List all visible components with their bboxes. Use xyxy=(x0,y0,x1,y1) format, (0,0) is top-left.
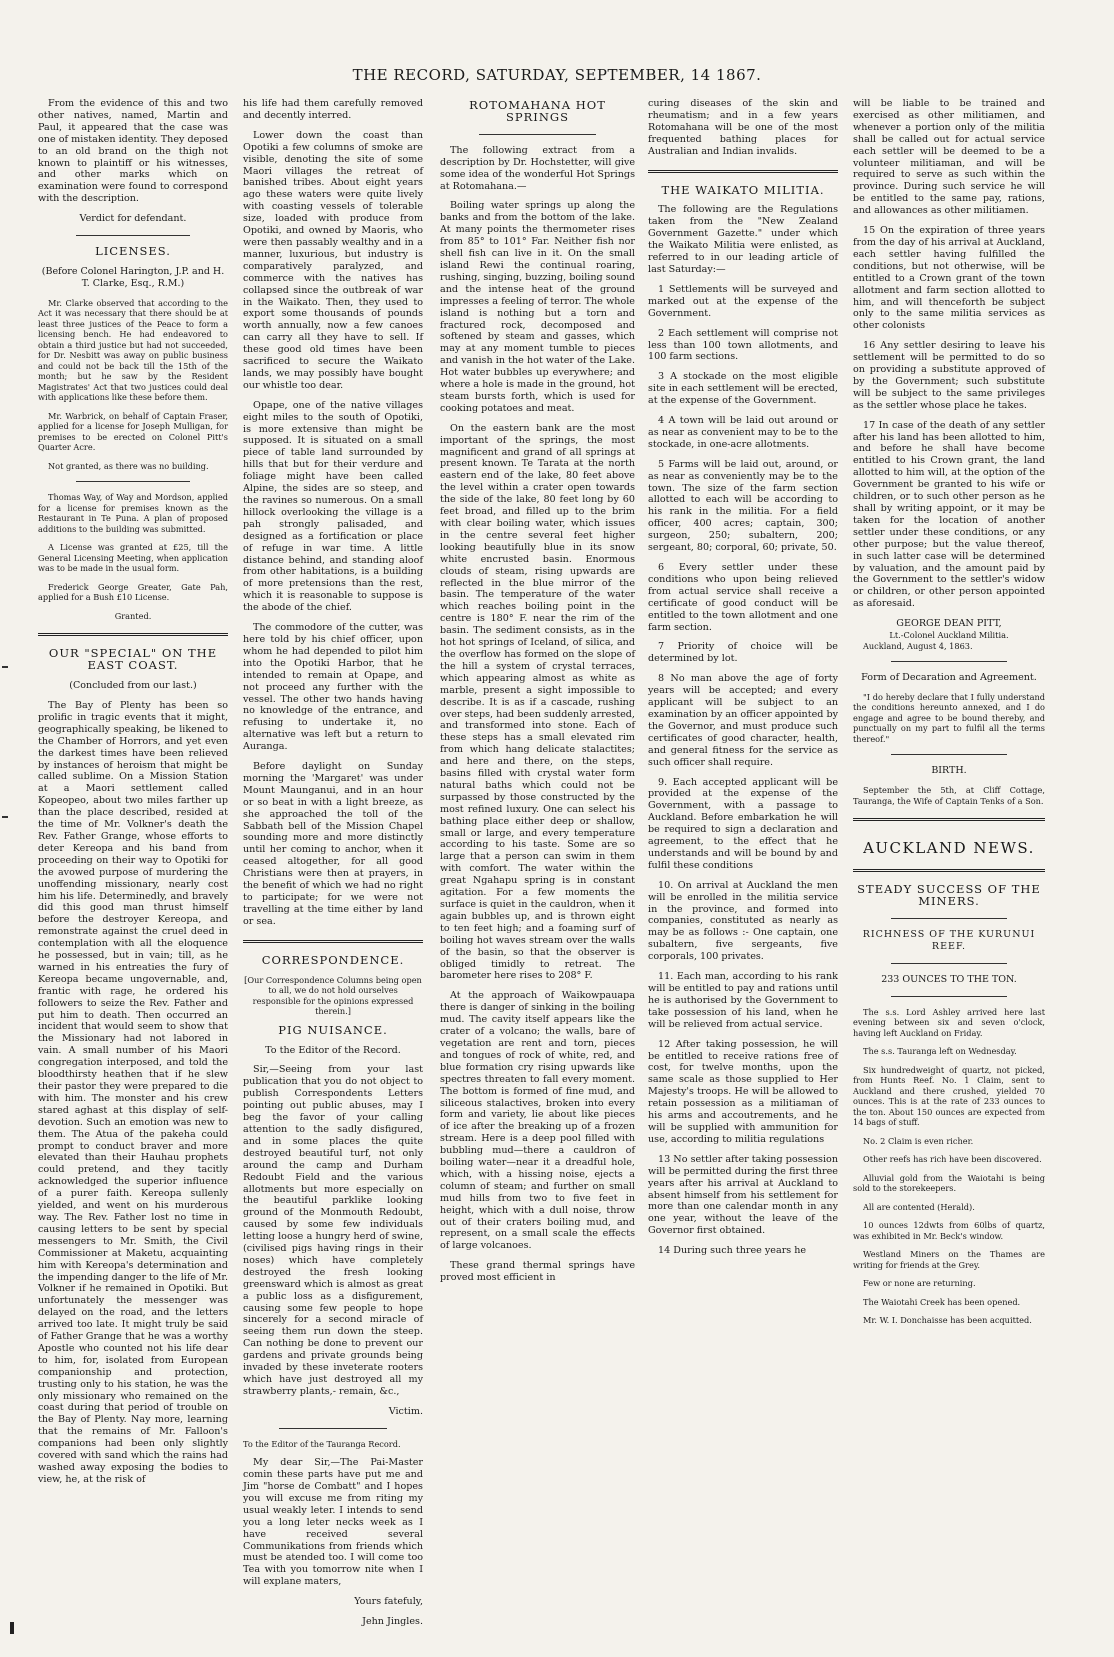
pig-nuisance-signature: Victim. xyxy=(388,1405,423,1417)
rotomahana-heading: ROTOMAHANA HOT SPRINGS xyxy=(469,98,606,124)
regulation-item: 15 On the expiration of three years from the day of his arrival at Auckland, each settler having fulfilled the conditions, but not otherwise, will be entitled to a Crown grant of the town allotment and farm section allotted to him, and will thenceforth be subject only to the same militia services as other colonists xyxy=(853,225,1045,332)
article-paragraph: his life had them carefully removed and decently interred. xyxy=(243,98,423,121)
article-paragraph: The commodore of the cutter, was here told by his chief officer, upon whom he had depended to pilot him into the Opotiki Harbor, that he intended to remain at Opape, and not proceed any further with the vessel. The other two hands having no knowledge of the entrance, and refusing to undertake it, no alternative was left but a return to Auranga. xyxy=(243,622,423,753)
regulation-item: 12 After taking possession, he will be entitled to receive rations free of cost, for twelve months, upon the same scale as those supplied to Her Majesty's troops. He will be allowed to retain possession as a militiaman of his arms and accoutrements, and he will be supplied with ammunition for use, according to militia regulations xyxy=(648,1038,838,1145)
licenses-paragraph: Mr. Warbrick, on behalf of Captain Fraser, applied for a license for Joseph Mulligan, for premises to be erected on Colonel Pitt's Quarter Acre. xyxy=(38,410,228,453)
article-paragraph: Before daylight on Sunday morning the 'Margaret' was under Mount Maunganui, and in an hour or so beat in with a light breeze, as she approached the toll of the Sabbath bell of the Mission Chapel sounding more and more distinctly until her coming to anchor, when it ceased altogether, for all good Christians were then at prayers, in the benefit of which we had no right to participate; for we were not travelling at the time either by land or sea. xyxy=(243,761,423,927)
divider xyxy=(891,918,1006,919)
signature-name: GEORGE DEAN PITT, xyxy=(896,618,1002,630)
divider xyxy=(891,754,1006,755)
news-item: Alluvial gold from the Waiotahi is being sold to the storekeepers. xyxy=(853,1172,1045,1194)
special-body: The Bay of Plenty has been so prolific in tragic events that it might, geographically speaking, be likened to the Chamber of Horrors, and yet even the darkest times have been relieved by instances of heroism that might be called sublime. On a Mission Station at a Maori settlement called Kopeopeo, about two miles farther up than the place described, resided at the time of Mr. Volkner's death the Rev. Father Grange, whose efforts to deter Kereopa and his band from proceeding on their way to Opotiki for the avowed purpose of murdering the unoffending missionary, nearly cost him his life. Determinedly, and bravely did this good man thrust himself before the destroyer Kereopa, and remonstrate against the cruel deed in contemplation with all the eloquence he possessed, but in vain; till, as he warned in his entreaties the fury of Kereopa became ungovernable, and, frantic with rage, he ordered his followers to seize the Rev. Father and put him to death. Then occurred an incident that would seem to show that the Missionary had not labored in vain. A small number of his Maori congregation interposed, and told the bloodthirsty heathen that if he slew their pastor they were prepared to die with him. The monster and his crew stared aghast at this display of self-devotion. Such an emotion was new to them. The Atua of the pakeha could prompt to conduct braver and more elevated than their Hauhau prophets could pretend, and they tacitly acknowledged the superior influence of a purer faith. Kereopa sullenly yielded, and went on his murderous way. The Rev. Father lost no time in causing letters to be sent by special messengers to Mr. Smith, the Civil Commissioner at Maketu, acquainting him with Kereopa's determination and the impending danger to the life of Mr. Volkner if he remained in Opotiki. But unfortunately the messenger was delayed on the road, and the letters arrived too late. It might truly be said of Father Grange that he was a worthy Apostle who counted not his life dear to him, for, isolated from European companionship and protection, trusting only to his station, he was the only missionary who remained on the coast during that period of trouble on the Bay of Plenty. Nay more, learning that the remains of Mr. Falloon's companions had been only slightly covered with sand which the rains had washed away exposing the bodies to view, he, at the risk of xyxy=(38,700,228,1485)
news-item: The s.s. Lord Ashley arrived here last evening between six and seven o'clock, having left Auckland on Friday. xyxy=(853,1006,1045,1038)
section-divider xyxy=(853,818,1045,821)
news-item: Westland Miners on the Thames are writing for friends at the Grey. xyxy=(853,1249,1045,1270)
article-paragraph: Opape, one of the native villages eight miles to the south of Opotiki, is more extensive than might be supposed. It is situated on a small piece of table land surrounded by hills that but for their verdure and foliage might have been called Alpine, the sides are so steep, and the ravines so numerous. On a small hillock overlooking the village is a pah strongly palisaded, and designed as a fortification or place of refuge in war time. A little distance behind, and standing aloof from other habitations, is a building of more pretensions than the rest, which it is reasonable to suppose is the abode of the chief. xyxy=(243,399,423,614)
regulation-item: 14 During such three years he xyxy=(658,1245,807,1257)
licenses-paragraph: Thomas Way, of Way and Mordson, applied for a license for premises known as the Restaurant in Te Puna. A plan of proposed additions to the building was submitted. xyxy=(38,492,228,534)
divider xyxy=(76,235,190,236)
correspondence-note: [Our Correspondence Columns being open to all, we do not hold ourselves responsible for the opinions expressed therein.] xyxy=(244,974,422,1017)
column-4 xyxy=(648,98,838,1265)
column-1 xyxy=(38,98,228,1494)
licenses-paragraph: Frederick George Greater, Gate Pah, applied for a Bush £10 License. xyxy=(38,581,228,603)
regulation-item: 10. On arrival at Auckland the men will be enrolled in the militia service in the province, and formed into companies, constituted as nearly as may be as follows :- One captain, one subaltern, five sergeants, five corporals, 100 privates. xyxy=(648,879,838,963)
special-heading: OUR "SPECIAL" ON THE EAST COAST. xyxy=(48,646,218,673)
divider xyxy=(279,1428,387,1429)
divider xyxy=(76,481,190,482)
regulation-item: 4 A town will be laid out around or as near as convenient may to be to the stockade, in one-acre allotments. xyxy=(648,415,838,450)
column-3 xyxy=(440,98,635,1292)
special-subheading: (Concluded from our last.) xyxy=(69,680,197,692)
section-divider xyxy=(648,170,838,173)
news-item: 10 ounces 12dwts from 60lbs of quartz, was exhibited in Mr. Beck's window. xyxy=(853,1220,1045,1241)
regulation-item: 13 No settler after taking possession will be permitted during the first three years after his arrival at Auckland to absent himself from his settlement for more than one calendar month in any one year, without the leave of the Governor first obtained. xyxy=(648,1153,838,1237)
news-item: No. 2 Claim is even richer. xyxy=(863,1135,974,1146)
rotomahana-paragraph: The following extract from a description by Dr. Hochstetter, will give some idea of the wonderful Hot Springs at Rotomahana.— xyxy=(440,144,635,192)
regulation-item: 8 No man above the age of forty years will be accepted; and every applicant will be subject to an examination by an officer appointed by the Governor, and must produce such certificates of good character, health, and general fitness for the service as such officer shall require. xyxy=(648,673,839,768)
column-5 xyxy=(853,98,1045,1334)
regulation-item: 6 Every settler under these conditions who upon being relieved from actual service shall receive a certificate of good conduct will be entitled to the town allotment and one farm section. xyxy=(648,562,838,633)
section-divider xyxy=(38,633,228,636)
news-item: All are contented (Herald). xyxy=(863,1201,975,1212)
news-item: Few or none are returning. xyxy=(863,1278,976,1289)
licenses-paragraph: A License was granted at £25, till the General Licensing Meeting, when application was to be made in the usual form. xyxy=(38,542,228,574)
jingles-body: My dear Sir,—The Pai-Master comin these parts have put me and Jim "horse de Combatt" and I hopes you will excuse me from riting my usual weakly leter. I intends to send you a long leter necks week as I have received several Communikations from friends which must be atended too. I will come too Tea with you tomorrow nite when I will explane maters, xyxy=(243,1457,423,1588)
divider xyxy=(891,996,1006,997)
auckland-news-heading: AUCKLAND NEWS. xyxy=(863,839,1035,858)
pig-nuisance-to: To the Editor of the Record. xyxy=(265,1044,401,1056)
news-item: Other reefs has rich have been discovered. xyxy=(863,1154,1042,1165)
margin-mark xyxy=(2,666,8,668)
licenses-heading: LICENSES. xyxy=(95,244,171,259)
rotomahana-paragraph: On the eastern bank are the most important of the springs, the most magnificent and grand of all springs at present known. Te Tarata at the north eastern end of the lake, 80 feet above the level within a crater open towards the side of the lake, 80 feet long by 60 feet broad, and filled up to the brim with clear boiling water, which issues in the centre several feet higher looking beautifully blue in its snow white encrusted basin. Enormous clouds of steam, rising upwards are reflected in the blue mirror of the basin. The temperature of the water which reaches boiling point in the centre is 180° F. near the rim of the basin. The sediment consists, as in the hot hot springs of Iceland, of silica, and the overflow has formed on the slope of the hill a system of crystal terraces, which appearing almost as white as marble, present a sight impossible to describe. It is as if a cascade, rushing over steps, had been suddenly arrested, and transformed into stone. Each of these steps has a small elevated rim from which hang delicate stalactites; and here and there, on the steps, basins filled with crystal water form natural baths which could not be surpassed by those constructed by the most refined luxury. One can select his bathing place either deep or shallow, small or large, and every temperature according to his taste. Some are so large that a person can swim in them with comfort. The water within the great Ngahapu spring is in constant agitation. For a few moments the surface is quiet in the cauldron, when it again bubbles up, and is thrown eight to ten feet high; and a foaming surf of boiling hot waves stream over the walls of the basin, so that the observer is obliged timidly to retreat. The barometer here rises to 208° F. xyxy=(440,422,635,982)
birth-heading: BIRTH. xyxy=(931,765,967,777)
militia-intro: The following are the Regulations taken from the "New Zealand Government Gazette." under which the Waikato Militia were enlisted, as referred to in our leading article of last Saturday:— xyxy=(648,204,838,275)
licenses-paragraph: Not granted, as there was no building. xyxy=(48,460,209,471)
regulation-item: 17 In case of the death of any settler after his land has been allotted to him, and before he shall have become entitled to his Crown grant, the land allotted to him will, at the option of the Government be granted to his wife or children, or to such other person as he shall by writing appoint, or it may be taken for the location of another settler under these conditions, or any other purpose; but the value thereof, in such latter case will be determined by valuation, and the amount paid by the Government to the settler's widow or children, or other person appointed as aforesaid. xyxy=(853,419,1045,610)
article-paragraph: Lower down the coast than Opotiki a few columns of smoke are visible, denoting the site of some Maori villages the retreat of banished tribes. About eight years ago these waters were quite lively with coasting vessels of tolerable size, loaded with produce from Opotiki, and owned by Maoris, who were then passably wealthy and in a manner, luxurious, but industry is comparatively paralyzed, and commerce with the natives has collapsed since the outbreak of war in the Waikato. Then, they used to export some thousands of pounds worth annually, now a few canoes can carry all they have to sell. If these good old times have been sacrificed to secure the Waikato lands, we may possibly have bought our whistle too dear. xyxy=(243,129,423,391)
rotomahana-paragraph: Boiling water springs up along the banks and from the bottom of the lake. At many points the thermometer rises from 85° to 101° Far. Neither fish nor shell fish can live in it. On the small island Rewi the continual roaring, rushing, singing, buzzing, boiling sound and the intense heat of the ground impresses a feeling of terror. The whole island is nothing but a torn and fractured rock, decomposed and softened by steam and gasses, which may at any moment tumble to pieces and vanish in the hot water of the Lake. Hot water bubbles up everywhere; and where a hole is made in the ground, hot steam bursts forth, which is used for cooking potatoes and meat. xyxy=(440,200,635,414)
regulation-item: 16 Any settler desiring to leave his settlement will be permitted to do so on providing a substitute approved of by the Government; such substitute will be subject to the same privileges as the settler whose place he takes. xyxy=(853,340,1045,411)
richness-heading: RICHNESS OF THE KURUNUI REEF. xyxy=(862,929,1036,952)
divider xyxy=(891,963,1006,964)
evidence-paragraph: From the evidence of this and two other natives, named, Martin and Paul, it appeared that the case was one of mistaken identity. They deposed to an old brand on the thigh not known to plaintiff or his witnesses, and other marks which on examination were found to correspond with the description. xyxy=(38,98,228,205)
news-item: The s.s. Tauranga left on Wednesday. xyxy=(863,1046,1017,1057)
news-item: Six hundredweight of quartz, not picked, from Hunts Reef. No. 1 Claim, sent to Auckland and there crushed, yielded 70 ounces. This is at the rate of 233 ounces to the ton. About 150 ounces are expected from 14 bags of stuff. xyxy=(853,1064,1045,1128)
rotomahana-paragraph: These grand thermal springs have proved most efficient in xyxy=(440,1260,635,1284)
rotomahana-continued: curing diseases of the skin and rheumatism; and in a few years Rotomahana will be one of the most frequented bathing places for Australian and Indian invalids. xyxy=(648,98,838,157)
jingles-signature: Jehn Jingles. xyxy=(362,1616,423,1628)
regulation-item: 1 Settlements will be surveyed and marked out at the expense of the Government. xyxy=(648,283,838,319)
form-text: "I do hereby declare that I fully understand the conditions hereunto annexed, and I do engage and agree to be bound thereby, and punctually on my part to fulfil all the terms thereof." xyxy=(853,691,1045,744)
news-item: Mr. W. I. Donchaisse has been acquitted. xyxy=(863,1315,1032,1326)
ounces-heading: 233 OUNCES TO THE TON. xyxy=(881,973,1017,985)
regulation-item: 9. Each accepted applicant will be provided at the expense of the Government, with a passage to Auckland. Before embarkation he will be required to sign a declaration and agreement, to the effect that he understands and will be bound by and fulfil these conditions xyxy=(648,776,838,871)
pig-nuisance-body: Sir,—Seeing from your last publication that you do not object to publish Correspondents Letters pointing out public abuses, may I beg the favor of your calling attention to the sadly disfigured, and in some places the quite destroyed beautiful turf, not only around the camp and Durham Redoubt Field and the various allotments but more especially on the beautiful parklike looking ground of the Monmouth Redoubt, caused by some few individuals letting loose a hungry herd of swine, (civilised pigs having rings in their noses) which have completely destroyed the fresh looking greensward which is almost as great a public loss as a disfigurement, causing some few people to hope sincerely for a second miracle of seeing them run down the steep. Can nothing be done to prevent our gardens and private grounds being invaded by these inveterate rooters which have just destroyed all my strawberry plants,- remain, &c., xyxy=(243,1064,423,1397)
regulation-item: 7 Priority of choice will be determined by lot. xyxy=(648,641,838,665)
steady-success-heading: STEADY SUCCESS OF THE MINERS. xyxy=(857,882,1041,909)
regulation-item: 3 A stockade on the most eligible site in each settlement will be erected, at the expense of the Government. xyxy=(648,371,838,407)
birth-text: September the 5th, at Cliff Cottage, Tauranga, the Wife of Captain Tenks of a Son. xyxy=(853,785,1045,806)
masthead: THE RECORD, SATURDAY, SEPTEMBER, 14 1867. xyxy=(352,66,762,84)
jingles-close: Yours fatefuly, xyxy=(354,1596,423,1608)
regulation-item: 5 Farms will be laid out, around, or as near as conveniently may be to the town. The size of the farm section allotted to each will be according to his rank in the militia. For a field officer, 400 acres; captain, 300; surgeon, 250; subaltern, 200; sergeant, 80; corporal, 60; private, 50. xyxy=(648,458,838,554)
verdict: Verdict for defendant. xyxy=(79,213,187,225)
licenses-paragraph: Granted. xyxy=(114,610,152,621)
section-divider xyxy=(853,869,1045,872)
regulation-item: 11. Each man, according to his rank will be entitled to pay and rations until he is authorised by the Government to take possession of his land, when he will be relieved from actual service. xyxy=(648,971,838,1030)
signature-date: Auckland, August 4, 1863. xyxy=(863,640,973,651)
divider xyxy=(891,661,1006,662)
divider xyxy=(479,134,596,135)
margin-mark xyxy=(2,816,8,818)
licenses-subheading: (Before Colonel Harington, J.P. and H. T. Clarke, Esq., R.M.) xyxy=(41,265,225,289)
militia-heading: THE WAIKATO MILITIA. xyxy=(661,182,825,197)
regulation-continued: will be liable to be trained and exercised as other militiamen, and whenever a portion only of the militia shall be called out for actual service each settler will be deemed to be a volunteer militiaman, and will be required to serve as such within the province. During such service he will be entitled to the same pay, rations, and allowances as other militiamen. xyxy=(853,98,1045,217)
regulation-item: 2 Each settlement will comprise not less than 100 town allotments, and 100 farm sections. xyxy=(648,327,838,363)
section-divider xyxy=(243,940,423,943)
rotomahana-paragraph: At the approach of Waikowpauapa there is danger of sinking in the boiling mud. The cavity itself appears like the crater of a volcano; the walls, bare of vegetation are rent and torn, pieces and tongues of rock of white, red, and blue formation cry rising upwards like spectres threaten to fall every moment. The bottom is formed of fine mud, and siliceous stalactives, broken into every form and variety, lie about like pieces of ice after the breaking up of a frozen stream. Here is a deep pool filled with bubbling mud—there a cauldron of boiling water—near it a dreadful hole, which, with a hissing noise, ejects a column of steam; and further on small mud hills from two to five feet in height, which with a dull noise, throw out of their craters boiling mud, and represent, on a small scale the effects of large volcanoes. xyxy=(440,990,635,1252)
pig-nuisance-heading: PIG NUISANCE. xyxy=(278,1022,388,1037)
news-item: The Waiotahi Creek has been opened. xyxy=(863,1296,1021,1307)
licenses-paragraph: Mr. Clarke observed that according to the Act it was necessary that there should be at least three justices of the Peace to form a licensing bench. He had endeavored to obtain a third justice but had not succeeded, for Dr. Nesbitt was away on public business and could not be back till the 15th of the month; but he saw by the Resident Magistrates' Act that two justices could deal with applications like these before them. xyxy=(38,297,228,403)
correspondence-heading: CORRESPONDENCE. xyxy=(261,952,405,967)
margin-mark xyxy=(10,1622,14,1634)
jingles-to: To the Editor of the Tauranga Record. xyxy=(243,1438,401,1449)
signature-title: Lt.-Colonel Auckland Militia. xyxy=(889,630,1009,641)
column-2 xyxy=(243,98,423,1636)
form-heading: Form of Decaration and Agreement. xyxy=(861,672,1037,684)
